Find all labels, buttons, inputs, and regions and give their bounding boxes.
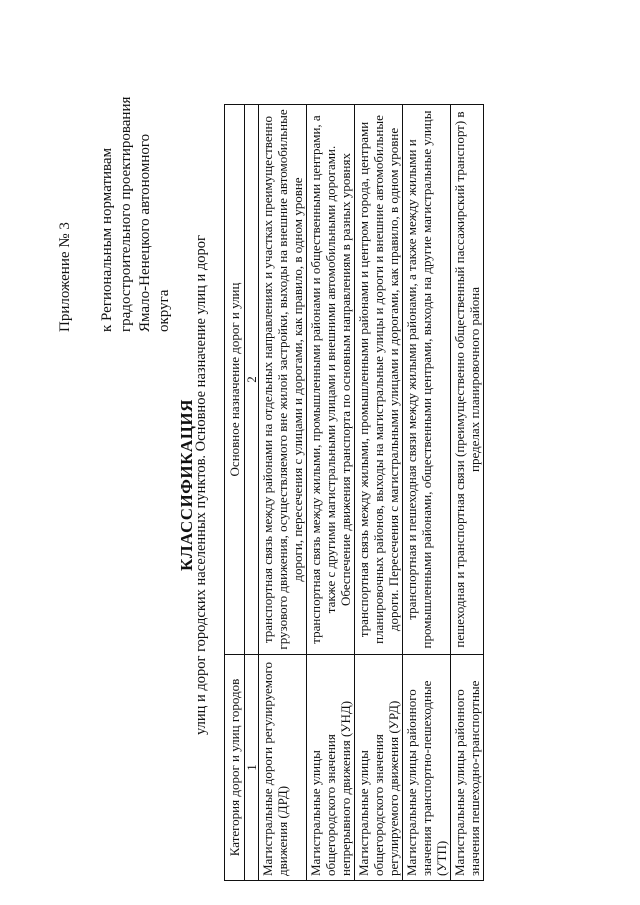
- street-purpose: транспортная и пешеходная связи между жилыми районами, а также между жилыми и промышленными районами, общественными центрами, выходы на другие магистральные улицы: [403, 105, 451, 655]
- appendix-reference-line: градостроительного проектирования: [118, 96, 134, 332]
- appendix-reference-line: Ямало-Ненецкого автономного: [137, 133, 153, 332]
- appendix-reference-line: округа: [156, 289, 172, 332]
- table-row: [403, 105, 451, 881]
- street-category: Магистральные улицы общегородского значения регулируемого движения (УРД): [355, 655, 403, 881]
- document-title: КЛАССИФИКАЦИЯ: [177, 399, 196, 571]
- appendix-reference-line: к Региональным нормативам: [99, 147, 115, 332]
- street-category: Магистральные улицы районного значения пешеходно-транспортные: [451, 655, 484, 881]
- column-header-purpose: Основное назначение дорог и улиц: [225, 105, 245, 655]
- street-category: Магистральные улицы общегородского значения непрерывного движения (УНД): [307, 655, 355, 881]
- street-purpose: транспортная связь между районами на отдельных направлениях и участках преимущественно грузового движения, осуществляемого вне жилой застройки, выходы на внешние автомобильные дороги, пересечения с улицами и дорогами, как правило, в одном уровне: [259, 105, 307, 655]
- street-category: Магистральные улицы районного значения транспортно-пешеходные (УТП): [403, 655, 451, 881]
- street-category: Магистральные дороги регулируемого движения (ДРД): [259, 655, 307, 881]
- column-number: 2: [245, 105, 259, 655]
- column-header-category: Категория дорог и улиц городов: [225, 655, 245, 881]
- appendix-title: Приложение № 3: [57, 222, 73, 332]
- column-number-row: [245, 105, 259, 881]
- street-purpose: пешеходная и транспортная связи (преимущественно общественный пассажирский транспорт) в пределах планировочного района: [451, 105, 484, 655]
- street-purpose: транспортная связь между жилыми, промышленными районами и общественными центрами, а также с другими магистральными улицами и внешними автомобильными дорогами. Обеспечение движения транспорта по основным направлениям в разных уровнях: [307, 105, 355, 655]
- classification-table: [224, 104, 484, 881]
- table-header-row: [225, 105, 245, 881]
- column-number: 1: [245, 655, 259, 881]
- table-row: [451, 105, 484, 881]
- table-row: [307, 105, 355, 881]
- street-purpose: транспортная связь между жилыми, промышленными районами и центром города, центрами планировочных районов, выходы на магистральные улицы и дороги и внешние автомобильные дороги. Пересечения с магистральными улицами и дорогами, как правило, в одном уровне: [355, 105, 403, 655]
- appendix-reference: [98, 32, 174, 332]
- table-row: [355, 105, 403, 881]
- document-subtitle: улиц и дорог городских населенных пунктов. Основное назначение улиц и дорог: [193, 235, 209, 735]
- table-row: [259, 105, 307, 881]
